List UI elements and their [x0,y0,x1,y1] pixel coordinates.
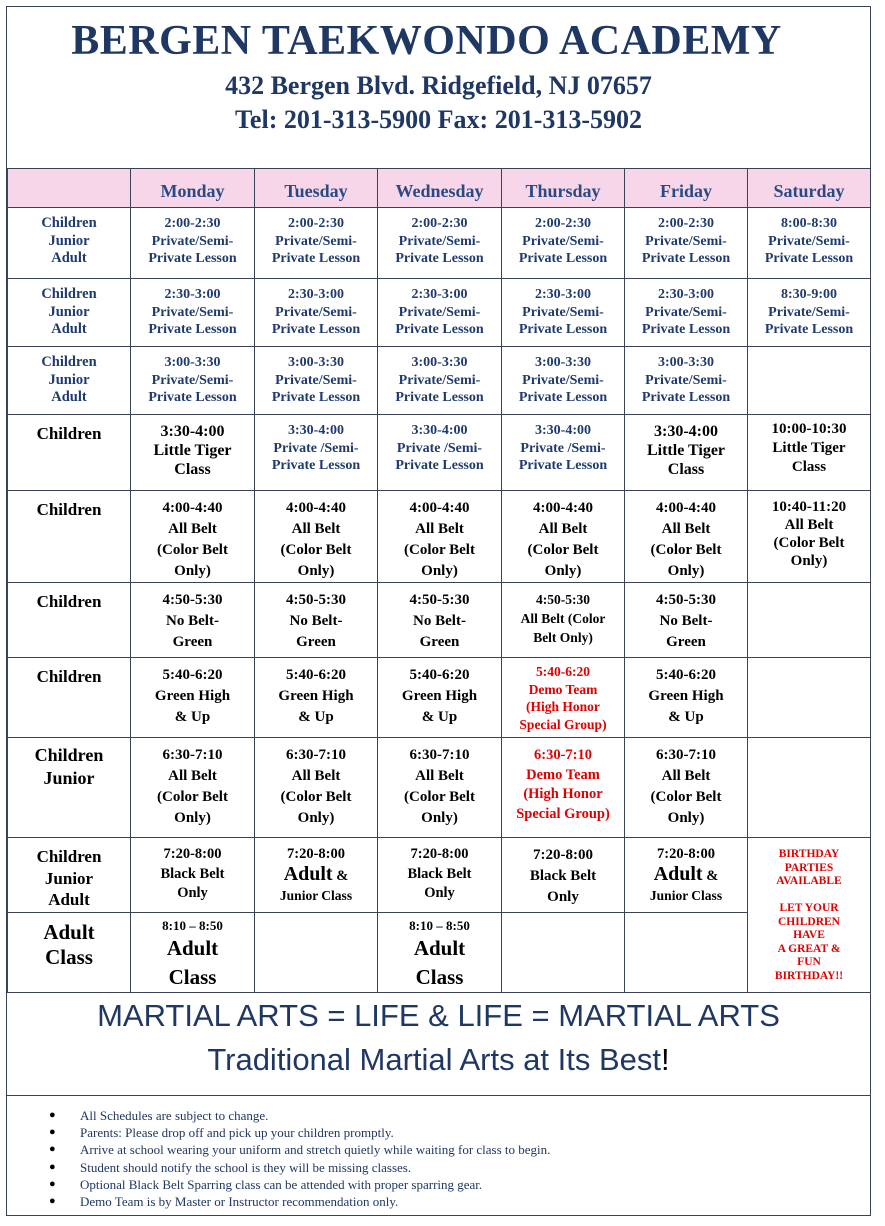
class-cell: 3:30-4:00 Little Tiger Class [131,415,255,491]
class-cell: 4:50-5:30 No Belt- Green [378,583,502,658]
class-cell: 6:30-7:10 All Belt (Color Belt Only) [255,738,378,838]
list-item: ● Demo Team is by Master or Instructor recommendation only. [49,1193,399,1209]
class-cell: 3:30-4:00 Private /Semi- Private Lesson [255,415,378,491]
demo-team-cell: 5:40-6:20 Demo Team (High Honor Special Group) [502,658,625,738]
class-cell: 3:30-4:00 Little Tiger Class [625,415,748,491]
bullet-icon: ● [49,1194,56,1207]
schedule-row [8,347,871,415]
schedule-row [8,279,871,347]
day-header: Monday [131,169,255,208]
class-cell: 8:10 – 8:50 Adult Class [131,913,255,993]
list-item: ● Student should notify the school is they will be missing classes. [49,1159,412,1175]
class-cell: 4:50-5:30 No Belt- Green [131,583,255,658]
class-cell: 4:00-4:40 All Belt (Color Belt Only) [625,491,748,583]
bullet-icon: ● [49,1109,56,1121]
class-cell: 4:00-4:40 All Belt (Color Belt Only) [502,491,625,583]
class-cell: 4:00-4:40 All Belt (Color Belt Only) [131,491,255,583]
class-cell: 4:00-4:40 All Belt (Color Belt Only) [255,491,378,583]
class-cell: 4:50-5:30 No Belt- Green [255,583,378,658]
schedule-row [8,913,871,993]
class-cell: 10:40-11:20 All Belt (Color Belt Only) [748,491,871,583]
row-label: Children Junior Adult [8,838,131,913]
schedule-row [8,491,871,583]
bullet-icon: ● [49,1143,56,1156]
class-cell: 2:00-2:30 Private/Semi- Private Lesson [255,208,378,279]
class-cell: 3:30-4:00 Private /Semi- Private Lesson [502,415,625,491]
class-cell: 6:30-7:10 All Belt (Color Belt Only) [378,738,502,838]
row-label: Children [8,415,131,491]
class-cell: 7:20-8:00 Black Belt Only [131,838,255,913]
class-cell: 10:00-10:30 Little Tiger Class [748,415,871,491]
schedule-row [8,583,871,658]
class-cell: 7:20-8:00 Black Belt Only [378,838,502,913]
academy-title: BERGEN TAEKWONDO ACADEMY [71,18,782,64]
day-header: Thursday [502,169,625,208]
row-label: Children Junior Adult [8,279,131,347]
class-cell: 2:00-2:30 Private/Semi- Private Lesson [625,208,748,279]
class-schedule-table [7,168,871,993]
class-cell: 2:30-3:00 Private/Semi- Private Lesson [131,279,255,347]
class-cell: 5:40-6:20 Green High & Up [255,658,378,738]
list-item: ● Optional Black Belt Sparring class can be attended with proper sparring gear. [49,1176,483,1192]
row-label: Children Junior Adult [8,208,131,279]
day-header: Wednesday [378,169,502,208]
motto-banner [7,986,870,1096]
class-cell: 2:30-3:00 Private/Semi- Private Lesson [502,279,625,347]
class-cell: 5:40-6:20 Green High & Up [378,658,502,738]
class-cell: 2:30-3:00 Private/Semi- Private Lesson [255,279,378,347]
class-cell: 4:00-4:40 All Belt (Color Belt Only) [378,491,502,583]
demo-team-cell: 6:30-7:10 Demo Team (High Honor Special Group) [502,738,625,838]
class-cell: 4:50-5:30 No Belt- Green [625,583,748,658]
class-cell: 8:10 – 8:50 Adult Class [378,913,502,993]
class-cell: 3:00-3:30 Private/Semi- Private Lesson [378,347,502,415]
class-cell: 5:40-6:20 Green High & Up [625,658,748,738]
row-label: Children [8,491,131,583]
academy-phone: Tel: 201-313-5900 Fax: 201-313-5902 [234,105,643,134]
day-header: Friday [625,169,748,208]
row-label: Adult Class [8,913,131,993]
empty-cell [502,913,625,993]
page-header [7,7,870,168]
class-cell: 4:50-5:30 All Belt (Color Belt Only) [502,583,625,658]
empty-cell [748,347,871,415]
notes-list [7,1107,870,1210]
motto-line-2: Traditional Martial Arts at Its Best! [207,1042,670,1077]
class-cell: 3:00-3:30 Private/Semi- Private Lesson [502,347,625,415]
schedule-page [6,6,871,1216]
schedule-row [8,208,871,279]
class-cell: 2:00-2:30 Private/Semi- Private Lesson [378,208,502,279]
academy-address: 432 Bergen Blvd. Ridgefield, NJ 07657 [225,71,652,100]
list-item: ● Parents: Please drop off and pick up your children promptly. [49,1125,394,1141]
day-header: Tuesday [255,169,378,208]
class-cell: 2:00-2:30 Private/Semi- Private Lesson [131,208,255,279]
adult-junior-cell: 7:20-8:00 Adult & Junior Class [255,838,378,913]
schedule-row [8,658,871,738]
schedule-row [8,415,871,491]
class-cell: 7:20-8:00 Black Belt Only [502,838,625,913]
empty-cell [255,913,378,993]
adult-junior-cell: 7:20-8:00 Adult & Junior Class [625,838,748,913]
day-header-row [8,169,871,208]
schedule-row [8,838,871,913]
motto-line-1: MARTIAL ARTS = LIFE & LIFE = MARTIAL ARTS [97,998,780,1033]
row-label: Children [8,583,131,658]
empty-cell [748,583,871,658]
day-header: Saturday [748,169,871,208]
empty-cell [625,913,748,993]
class-cell: 3:00-3:30 Private/Semi- Private Lesson [255,347,378,415]
class-cell: 6:30-7:10 All Belt (Color Belt Only) [625,738,748,838]
class-cell: 6:30-7:10 All Belt (Color Belt Only) [131,738,255,838]
class-cell: 5:40-6:20 Green High & Up [131,658,255,738]
list-item: ● Arrive at school wearing your uniform and stretch quietly while waiting for class to begin. [49,1142,551,1158]
schedule-row [8,738,871,838]
class-cell: 3:30-4:00 Private /Semi- Private Lesson [378,415,502,491]
row-label: Children Junior Adult [8,347,131,415]
class-cell: 2:30-3:00 Private/Semi- Private Lesson [378,279,502,347]
list-item: ● All Schedules are subject to change. [49,1108,269,1123]
row-label: Children [8,658,131,738]
bullet-icon: ● [49,1177,56,1190]
corner-cell [8,169,131,208]
row-label: Children Junior [8,738,131,838]
birthday-party-notice: BIRTHDAY PARTIES AVAILABLE LET YOUR CHILDREN HAVE A GREAT & FUN BIRTHDAY!! [748,838,871,993]
empty-cell [748,658,871,738]
class-cell: 8:00-8:30 Private/Semi- Private Lesson [748,208,871,279]
empty-cell [748,738,871,838]
bullet-icon: ● [49,1160,56,1173]
class-cell: 3:00-3:30 Private/Semi- Private Lesson [625,347,748,415]
class-cell: 2:30-3:00 Private/Semi- Private Lesson [625,279,748,347]
class-cell: 3:00-3:30 Private/Semi- Private Lesson [131,347,255,415]
class-cell: 8:30-9:00 Private/Semi- Private Lesson [748,279,871,347]
bullet-icon: ● [49,1126,56,1139]
class-cell: 2:00-2:30 Private/Semi- Private Lesson [502,208,625,279]
